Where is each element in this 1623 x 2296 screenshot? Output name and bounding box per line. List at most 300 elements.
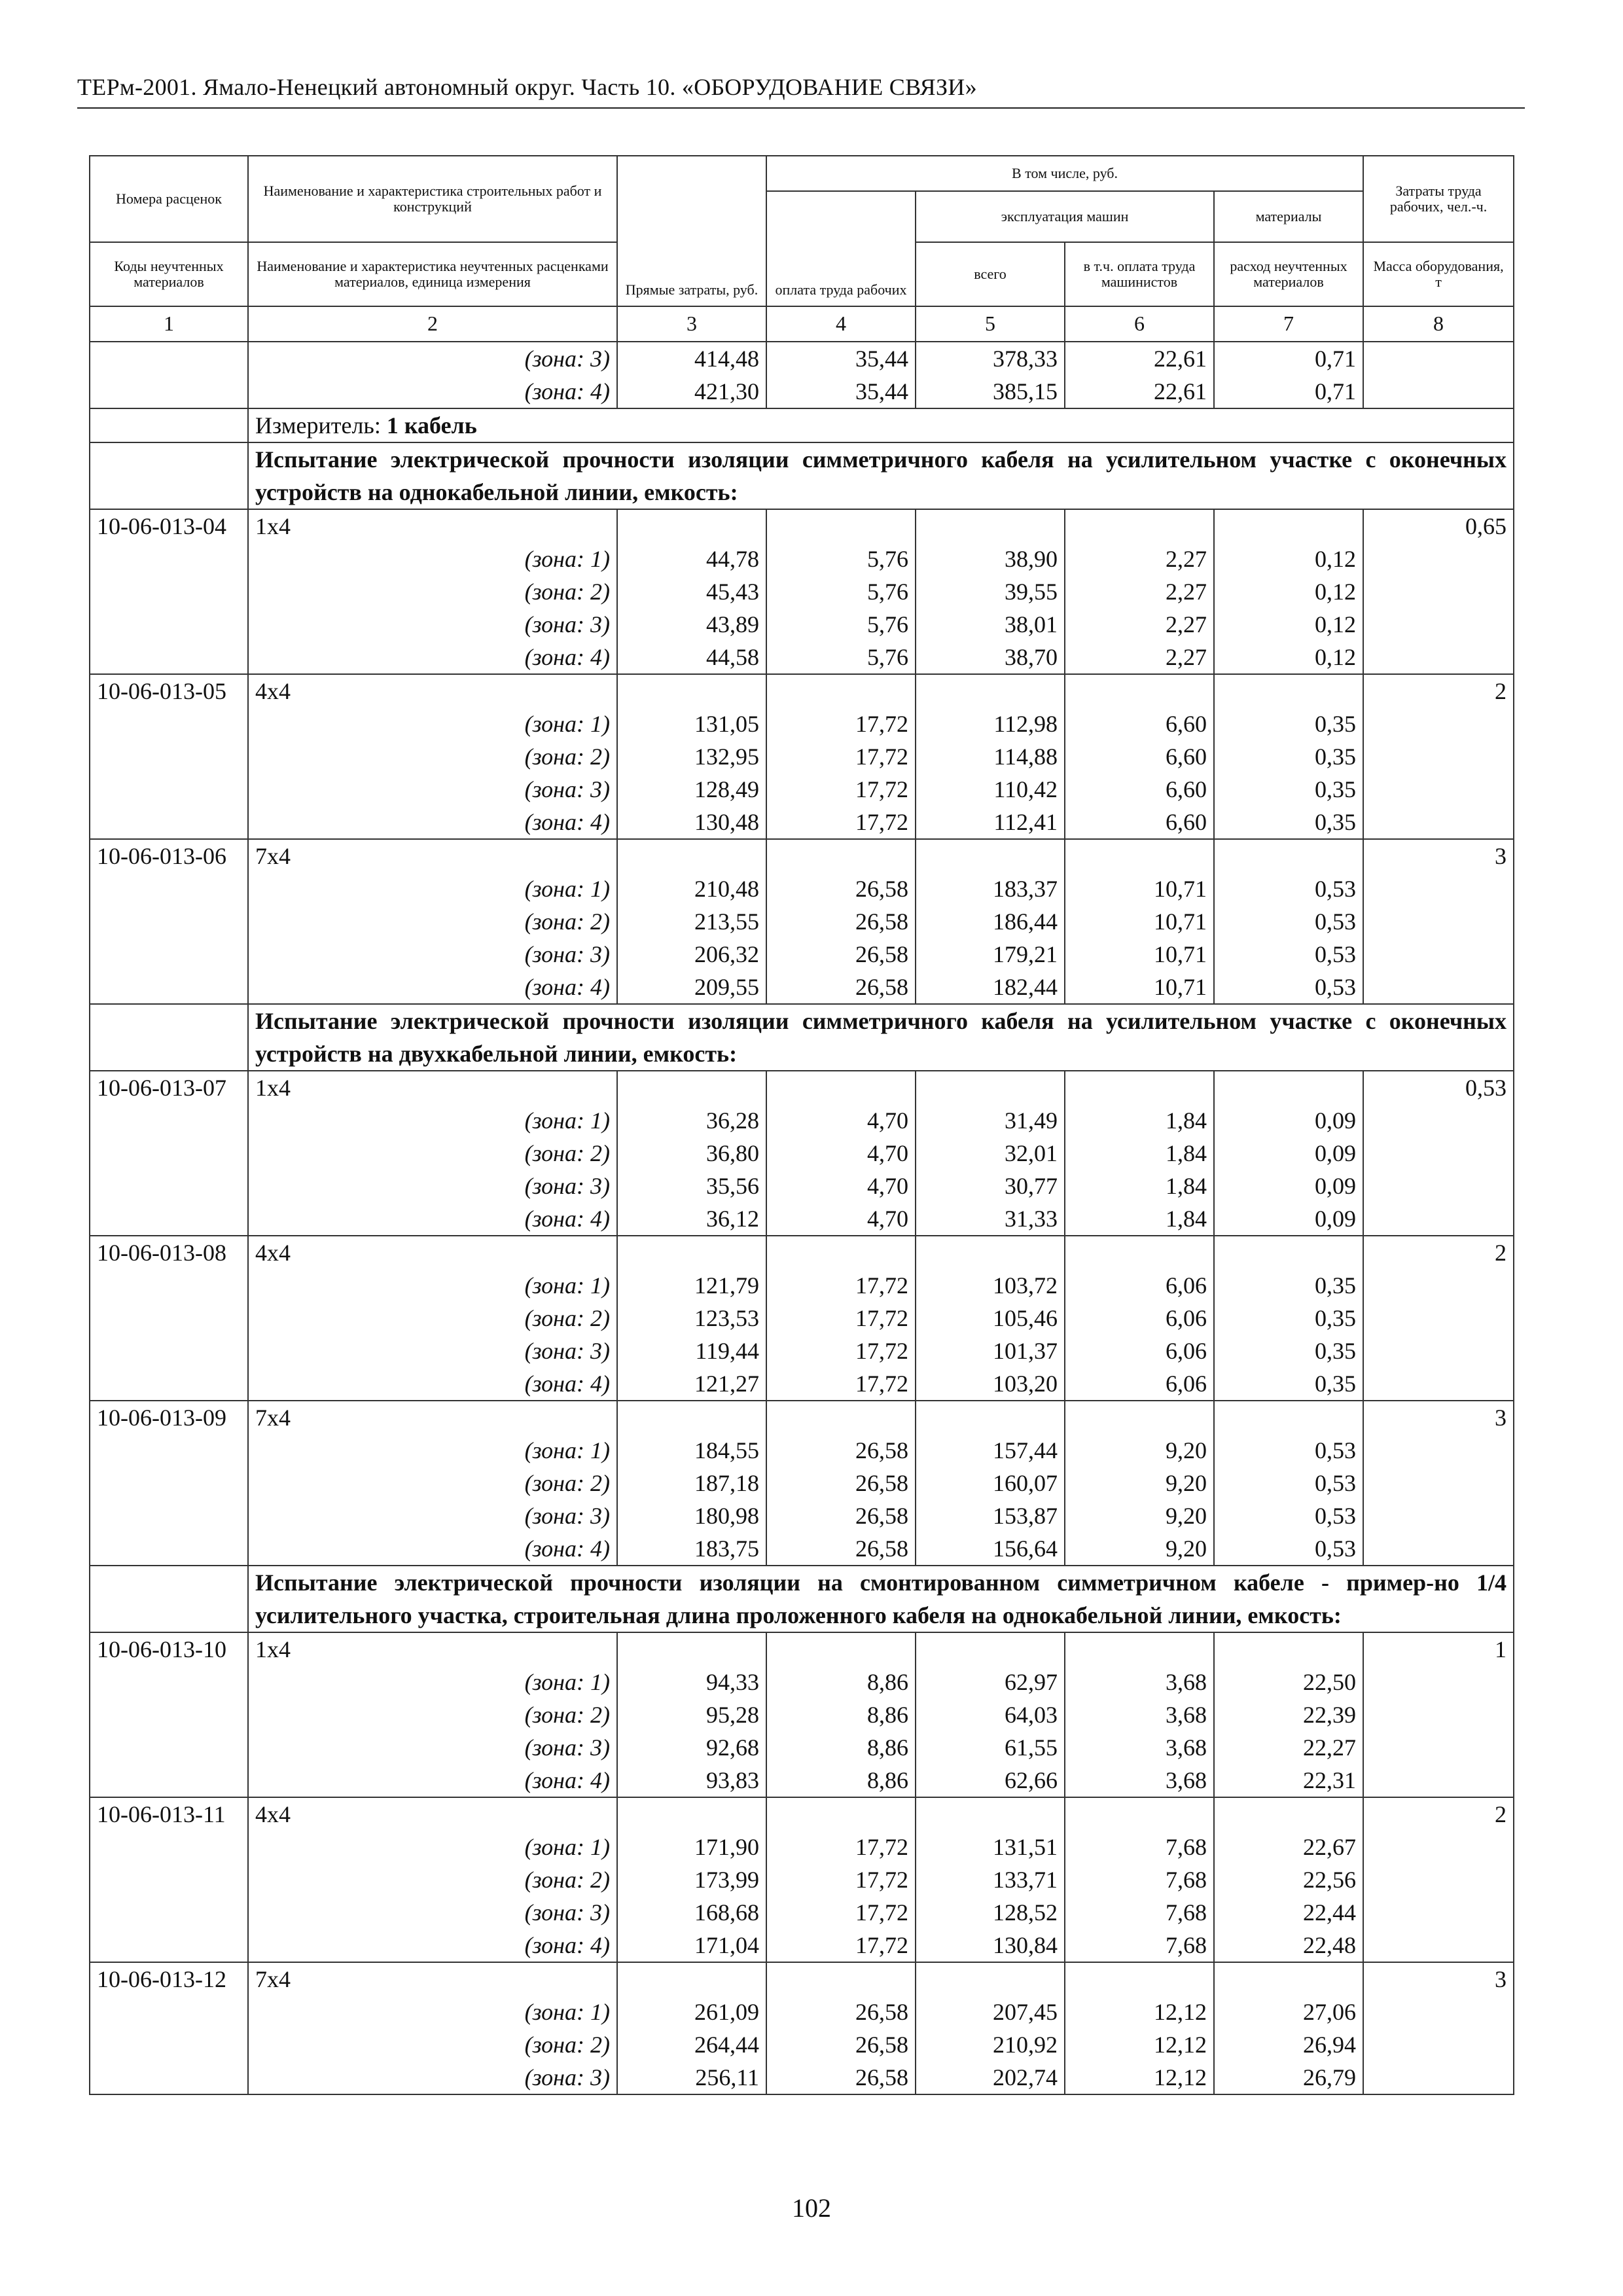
labor-cost-cell: 26,58 xyxy=(766,1467,916,1499)
machines-labor-cell: 1,84 xyxy=(1065,1202,1214,1236)
labor-cost-cell: 8,86 xyxy=(766,1731,916,1764)
code-cell xyxy=(90,1666,248,1698)
materials-cell: 22,67 xyxy=(1214,1831,1363,1863)
code-cell xyxy=(90,1499,248,1532)
zone-cell: (зона: 4) xyxy=(248,1367,617,1401)
zone-row xyxy=(90,342,1514,375)
direct-cost-cell: 168,68 xyxy=(617,1896,766,1929)
machines-labor-cell: 6,60 xyxy=(1065,773,1214,806)
code-cell xyxy=(90,740,248,773)
page-number: 102 xyxy=(792,2193,831,2223)
code-cell xyxy=(90,1269,248,1302)
machines-cost-cell: 112,98 xyxy=(916,708,1065,740)
machines-cost-cell: 133,71 xyxy=(916,1863,1065,1896)
code-cell xyxy=(90,408,248,442)
column-numbers-row xyxy=(90,306,1514,342)
empty-cell xyxy=(916,1071,1065,1104)
labor-cost-cell: 8,86 xyxy=(766,1666,916,1698)
item-row xyxy=(90,509,1514,543)
direct-cost-cell: 421,30 xyxy=(617,375,766,408)
machines-labor-cell: 22,61 xyxy=(1065,375,1214,408)
machines-labor-cell: 12,12 xyxy=(1065,1996,1214,2028)
materials-cell: 0,12 xyxy=(1214,641,1363,674)
zone-cell: (зона: 2) xyxy=(248,1137,617,1170)
direct-cost-cell: 171,04 xyxy=(617,1929,766,1962)
direct-cost-cell: 210,48 xyxy=(617,872,766,905)
col8-cell xyxy=(1363,971,1514,1004)
labor-hours-cell: 3 xyxy=(1363,839,1514,872)
col8-cell xyxy=(1363,938,1514,971)
zone-row xyxy=(90,641,1514,674)
labor-hours-cell: 2 xyxy=(1363,1236,1514,1269)
zone-row xyxy=(90,708,1514,740)
machines-labor-cell: 10,71 xyxy=(1065,905,1214,938)
zone-cell: (зона: 2) xyxy=(248,1302,617,1335)
empty-cell xyxy=(766,674,916,708)
labor-cost-cell: 17,72 xyxy=(766,1269,916,1302)
labor-cost-cell: 35,44 xyxy=(766,342,916,375)
direct-cost-cell: 131,05 xyxy=(617,708,766,740)
col-number: 4 xyxy=(766,306,916,342)
col1-header: Номера расценок xyxy=(90,156,248,242)
zone-row xyxy=(90,1831,1514,1863)
machines-cost-cell: 103,20 xyxy=(916,1367,1065,1401)
code-cell xyxy=(90,1731,248,1764)
machines-labor-cell: 9,20 xyxy=(1065,1434,1214,1467)
direct-cost-cell: 264,44 xyxy=(617,2028,766,2061)
machines-cost-cell: 130,84 xyxy=(916,1929,1065,1962)
zone-row xyxy=(90,1863,1514,1896)
materials-cell: 0,53 xyxy=(1214,938,1363,971)
zone-row xyxy=(90,543,1514,575)
machines-cost-cell: 202,74 xyxy=(916,2061,1065,2094)
materials-cell: 0,12 xyxy=(1214,543,1363,575)
machines-labor-cell: 3,68 xyxy=(1065,1731,1214,1764)
zone-cell: (зона: 3) xyxy=(248,2061,617,2094)
machines-labor-cell: 1,84 xyxy=(1065,1170,1214,1202)
machines-cost-cell: 112,41 xyxy=(916,806,1065,839)
machines-cost-cell: 39,55 xyxy=(916,575,1065,608)
zone-cell: (зона: 4) xyxy=(248,971,617,1004)
direct-cost-cell: 44,58 xyxy=(617,641,766,674)
materials-cell: 0,12 xyxy=(1214,575,1363,608)
item-row xyxy=(90,1071,1514,1104)
direct-cost-cell: 95,28 xyxy=(617,1698,766,1731)
machines-labor-cell: 12,12 xyxy=(1065,2028,1214,2061)
section-title-row xyxy=(90,1566,1514,1632)
direct-cost-cell: 43,89 xyxy=(617,608,766,641)
labor-cost-cell: 35,44 xyxy=(766,375,916,408)
section-title-row xyxy=(90,1004,1514,1071)
labor-cost-cell: 8,86 xyxy=(766,1698,916,1731)
machines-cost-cell: 160,07 xyxy=(916,1467,1065,1499)
col8-cell xyxy=(1363,1698,1514,1731)
zone-cell: (зона: 1) xyxy=(248,872,617,905)
empty-cell xyxy=(617,1962,766,1996)
machines-labor-cell: 7,68 xyxy=(1065,1831,1214,1863)
zone-row xyxy=(90,1335,1514,1367)
machines-labor-cell: 2,27 xyxy=(1065,641,1214,674)
zone-row xyxy=(90,1467,1514,1499)
materials-cell: 0,53 xyxy=(1214,905,1363,938)
direct-cost-cell: 130,48 xyxy=(617,806,766,839)
machines-cost-cell: 183,37 xyxy=(916,872,1065,905)
empty-cell xyxy=(1065,1962,1214,1996)
direct-cost-cell: 36,80 xyxy=(617,1137,766,1170)
machines-labor-cell: 7,68 xyxy=(1065,1929,1214,1962)
empty-cell xyxy=(1214,1071,1363,1104)
col8-cell xyxy=(1363,1104,1514,1137)
col-number: 7 xyxy=(1214,306,1363,342)
col-number: 8 xyxy=(1363,306,1514,342)
materials-cell: 22,39 xyxy=(1214,1698,1363,1731)
zone-row xyxy=(90,1996,1514,2028)
direct-cost-cell: 414,48 xyxy=(617,342,766,375)
materials-header: материалы xyxy=(1214,191,1363,242)
machines-cost-cell: 156,64 xyxy=(916,1532,1065,1566)
labor-header: оплата труда рабочих xyxy=(766,191,916,306)
col8-cell xyxy=(1363,1170,1514,1202)
code-cell xyxy=(90,1335,248,1367)
direct-cost-cell: 94,33 xyxy=(617,1666,766,1698)
direct-cost-cell: 35,56 xyxy=(617,1170,766,1202)
empty-cell xyxy=(1065,1632,1214,1666)
col8-cell xyxy=(1363,543,1514,575)
code-cell xyxy=(90,1170,248,1202)
direct-cost-cell: 44,78 xyxy=(617,543,766,575)
materials-cell: 22,48 xyxy=(1214,1929,1363,1962)
machines-cost-cell: 128,52 xyxy=(916,1896,1065,1929)
direct-cost-cell: 213,55 xyxy=(617,905,766,938)
empty-cell xyxy=(766,1236,916,1269)
zone-row xyxy=(90,375,1514,408)
labor-cost-cell: 17,72 xyxy=(766,708,916,740)
empty-cell xyxy=(617,1236,766,1269)
machines-labor-cell: 6,06 xyxy=(1065,1269,1214,1302)
col8-cell xyxy=(1363,1929,1514,1962)
code-cell xyxy=(90,1863,248,1896)
machines-cost-cell: 131,51 xyxy=(916,1831,1065,1863)
materials-cell: 27,06 xyxy=(1214,1996,1363,2028)
labor-cost-cell: 5,76 xyxy=(766,543,916,575)
code-cell xyxy=(90,1367,248,1401)
zone-row xyxy=(90,1202,1514,1236)
direct-cost-cell: 132,95 xyxy=(617,740,766,773)
labor-hours-cell: 3 xyxy=(1363,1401,1514,1434)
empty-cell xyxy=(766,1632,916,1666)
col8-cell xyxy=(1363,1731,1514,1764)
machines-labor-cell: 22,61 xyxy=(1065,342,1214,375)
code-cell xyxy=(90,905,248,938)
zone-row xyxy=(90,575,1514,608)
direct-cost-cell: 173,99 xyxy=(617,1863,766,1896)
col8-cell xyxy=(1363,740,1514,773)
col8-cell xyxy=(1363,1467,1514,1499)
machines-labor-cell: 6,60 xyxy=(1065,806,1214,839)
zone-row xyxy=(90,1698,1514,1731)
section-title-row xyxy=(90,442,1514,509)
col8-cell xyxy=(1363,708,1514,740)
direct-cost-cell: 171,90 xyxy=(617,1831,766,1863)
zone-cell: (зона: 3) xyxy=(248,1335,617,1367)
machines-cost-cell: 114,88 xyxy=(916,740,1065,773)
rate-code: 10-06-013-05 xyxy=(90,674,248,708)
item-row xyxy=(90,1632,1514,1666)
code-cell xyxy=(90,1467,248,1499)
empty-cell xyxy=(916,839,1065,872)
machines-labor-cell: 9,20 xyxy=(1065,1499,1214,1532)
zone-cell: (зона: 1) xyxy=(248,1104,617,1137)
item-name: 7х4 xyxy=(248,1401,617,1434)
empty-cell xyxy=(766,1797,916,1831)
labor-cost-cell: 26,58 xyxy=(766,905,916,938)
code-cell xyxy=(90,641,248,674)
item-name: 4х4 xyxy=(248,674,617,708)
col8-cell xyxy=(1363,1831,1514,1863)
zone-cell: (зона: 3) xyxy=(248,1499,617,1532)
code-cell xyxy=(90,543,248,575)
zone-cell: (зона: 2) xyxy=(248,905,617,938)
code-cell xyxy=(90,1202,248,1236)
code-cell xyxy=(90,1137,248,1170)
materials-cell: 0,09 xyxy=(1214,1170,1363,1202)
col8-cell xyxy=(1363,641,1514,674)
item-row xyxy=(90,674,1514,708)
labor-cost-cell: 4,70 xyxy=(766,1202,916,1236)
labor-cost-cell: 4,70 xyxy=(766,1137,916,1170)
labor-cost-cell: 5,76 xyxy=(766,641,916,674)
col8-cell xyxy=(1363,2028,1514,2061)
empty-cell xyxy=(617,1632,766,1666)
zone-cell: (зона: 4) xyxy=(248,641,617,674)
zone-cell: (зона: 2) xyxy=(248,1467,617,1499)
labor-cost-cell: 17,72 xyxy=(766,1831,916,1863)
zone-cell: (зона: 2) xyxy=(248,1698,617,1731)
zone-cell: (зона: 1) xyxy=(248,1269,617,1302)
labor-cost-cell: 26,58 xyxy=(766,1499,916,1532)
code-cell xyxy=(90,872,248,905)
zone-row xyxy=(90,608,1514,641)
rate-code: 10-06-013-08 xyxy=(90,1236,248,1269)
materials-cell: 26,94 xyxy=(1214,2028,1363,2061)
machines-cost-cell: 38,01 xyxy=(916,608,1065,641)
col8-cell xyxy=(1363,1499,1514,1532)
direct-cost-cell: 184,55 xyxy=(617,1434,766,1467)
direct-cost-cell: 187,18 xyxy=(617,1467,766,1499)
item-name: 1х4 xyxy=(248,1632,617,1666)
col-number: 1 xyxy=(90,306,248,342)
labor-cost-cell: 17,72 xyxy=(766,1302,916,1335)
direct-cost-cell: 92,68 xyxy=(617,1731,766,1764)
materials-cell: 22,50 xyxy=(1214,1666,1363,1698)
labor-hours-cell: 3 xyxy=(1363,1962,1514,1996)
zone-cell: (зона: 2) xyxy=(248,1863,617,1896)
zone-cell: (зона: 2) xyxy=(248,740,617,773)
labor-cost-cell: 17,72 xyxy=(766,1367,916,1401)
empty-cell xyxy=(1214,1236,1363,1269)
direct-cost-cell: 256,11 xyxy=(617,2061,766,2094)
rate-code: 10-06-013-10 xyxy=(90,1632,248,1666)
zone-cell: (зона: 1) xyxy=(248,1996,617,2028)
zone-row xyxy=(90,1269,1514,1302)
rate-code: 10-06-013-12 xyxy=(90,1962,248,1996)
price-table xyxy=(89,155,1514,2095)
machines-labor-cell: 3,68 xyxy=(1065,1764,1214,1797)
materials-sub-header: расход неучтенных материалов xyxy=(1214,242,1363,306)
machines-cost-cell: 31,33 xyxy=(916,1202,1065,1236)
zone-row xyxy=(90,938,1514,971)
zone-cell: (зона: 2) xyxy=(248,2028,617,2061)
empty-cell xyxy=(916,1401,1065,1434)
code-cell xyxy=(90,1698,248,1731)
empty-cell xyxy=(617,1401,766,1434)
empty-cell xyxy=(1214,839,1363,872)
empty-cell xyxy=(1065,1797,1214,1831)
code-cell xyxy=(90,1434,248,1467)
direct-cost-cell: 36,12 xyxy=(617,1202,766,1236)
zone-row xyxy=(90,740,1514,773)
item-row xyxy=(90,1962,1514,1996)
labor-cost-cell: 26,58 xyxy=(766,2028,916,2061)
labor-cost-cell: 26,58 xyxy=(766,1532,916,1566)
machines-labor-cell: 1,84 xyxy=(1065,1137,1214,1170)
measure-row xyxy=(90,408,1514,442)
machines-labor-cell: 10,71 xyxy=(1065,872,1214,905)
machines-cost-cell: 62,66 xyxy=(916,1764,1065,1797)
code-cell xyxy=(90,1831,248,1863)
labor-cost-cell: 26,58 xyxy=(766,1996,916,2028)
zone-cell: (зона: 3) xyxy=(248,1896,617,1929)
empty-cell xyxy=(766,1962,916,1996)
col2-header: Наименование и характеристика строительных работ и конструкций xyxy=(248,156,617,242)
machines-labor-cell: 12,12 xyxy=(1065,2061,1214,2094)
code-cell xyxy=(90,2061,248,2094)
code-cell xyxy=(90,1896,248,1929)
materials-cell: 0,35 xyxy=(1214,1302,1363,1335)
rate-code: 10-06-013-04 xyxy=(90,509,248,543)
machines-cost-cell: 378,33 xyxy=(916,342,1065,375)
machines-cost-cell: 186,44 xyxy=(916,905,1065,938)
direct-cost-cell: 36,28 xyxy=(617,1104,766,1137)
empty-cell xyxy=(1214,1401,1363,1434)
labor-cost-cell: 26,58 xyxy=(766,2061,916,2094)
code-cell xyxy=(90,375,248,408)
labor-cost-cell: 8,86 xyxy=(766,1764,916,1797)
labor-cost-cell: 17,72 xyxy=(766,806,916,839)
col8-cell xyxy=(1363,1996,1514,2028)
col8-cell xyxy=(1363,1863,1514,1896)
materials-cell: 0,09 xyxy=(1214,1104,1363,1137)
col-number: 5 xyxy=(916,306,1065,342)
empty-cell xyxy=(1214,1962,1363,1996)
zone-cell: (зона: 3) xyxy=(248,342,617,375)
materials-cell: 22,44 xyxy=(1214,1896,1363,1929)
labor-cost-cell: 26,58 xyxy=(766,971,916,1004)
materials-cell: 22,56 xyxy=(1214,1863,1363,1896)
direct-cost-cell: 123,53 xyxy=(617,1302,766,1335)
col8-cell xyxy=(1363,905,1514,938)
zone-row xyxy=(90,1731,1514,1764)
measure-cell xyxy=(248,408,1514,442)
machines-cost-cell: 103,72 xyxy=(916,1269,1065,1302)
machines-cost-cell: 207,45 xyxy=(916,1996,1065,2028)
zone-row xyxy=(90,1764,1514,1797)
zone-row xyxy=(90,1896,1514,1929)
machines-labor-cell: 1,84 xyxy=(1065,1104,1214,1137)
materials-cell: 0,09 xyxy=(1214,1202,1363,1236)
col8-header: Затраты труда рабочих, чел.-ч. xyxy=(1363,156,1514,242)
zone-cell: (зона: 4) xyxy=(248,1532,617,1566)
direct-cost-cell: 45,43 xyxy=(617,575,766,608)
empty-cell xyxy=(766,1071,916,1104)
code-cell xyxy=(90,1764,248,1797)
col8-cell xyxy=(1363,872,1514,905)
code-cell xyxy=(90,938,248,971)
zone-cell: (зона: 1) xyxy=(248,1434,617,1467)
machines-labor-cell: 7,68 xyxy=(1065,1863,1214,1896)
materials-cell: 0,71 xyxy=(1214,375,1363,408)
empty-cell xyxy=(617,674,766,708)
empty-cell xyxy=(1065,509,1214,543)
incl-header: В том числе, руб. xyxy=(766,156,1363,191)
labor-hours-cell: 1 xyxy=(1363,1632,1514,1666)
direct-cost-cell: 121,27 xyxy=(617,1367,766,1401)
col8-cell xyxy=(1363,575,1514,608)
direct-cost-cell: 183,75 xyxy=(617,1532,766,1566)
zone-row xyxy=(90,1367,1514,1401)
machines-cost-cell: 182,44 xyxy=(916,971,1065,1004)
labor-cost-cell: 5,76 xyxy=(766,575,916,608)
code-cell xyxy=(90,708,248,740)
direct-cost-cell: 180,98 xyxy=(617,1499,766,1532)
zone-row xyxy=(90,2061,1514,2094)
col8-cell xyxy=(1363,608,1514,641)
item-row xyxy=(90,1236,1514,1269)
labor-cost-cell: 17,72 xyxy=(766,1335,916,1367)
machines-labor-cell: 6,06 xyxy=(1065,1367,1214,1401)
materials-cell: 0,35 xyxy=(1214,1367,1363,1401)
item-name: 7х4 xyxy=(248,839,617,872)
materials-cell: 0,35 xyxy=(1214,1335,1363,1367)
machines-cost-cell: 153,87 xyxy=(916,1499,1065,1532)
empty-cell xyxy=(1065,839,1214,872)
empty-cell xyxy=(916,1797,1065,1831)
labor-cost-cell: 17,72 xyxy=(766,740,916,773)
labor-cost-cell: 17,72 xyxy=(766,773,916,806)
direct-cost-cell: 93,83 xyxy=(617,1764,766,1797)
materials-cell: 0,53 xyxy=(1214,1532,1363,1566)
code-cell xyxy=(90,2028,248,2061)
col8-cell xyxy=(1363,1666,1514,1698)
direct-cost-cell: 128,49 xyxy=(617,773,766,806)
materials-cell: 0,53 xyxy=(1214,1434,1363,1467)
zone-cell: (зона: 3) xyxy=(248,1731,617,1764)
item-row xyxy=(90,839,1514,872)
empty-cell xyxy=(916,509,1065,543)
zone-cell: (зона: 3) xyxy=(248,938,617,971)
zone-row xyxy=(90,1170,1514,1202)
zone-cell: (зона: 4) xyxy=(248,1929,617,1962)
direct-cost-cell: 119,44 xyxy=(617,1335,766,1367)
zone-cell: (зона: 1) xyxy=(248,1666,617,1698)
machines-labor-cell: 9,20 xyxy=(1065,1532,1214,1566)
zone-row xyxy=(90,1929,1514,1962)
materials-cell: 0,35 xyxy=(1214,708,1363,740)
section-title: Испытание электрической прочности изоляции симметричного кабеля на усилительном участке с оконечных устройств на двухкабельной линии, емкость: xyxy=(248,1004,1514,1071)
zone-cell: (зона: 3) xyxy=(248,1170,617,1202)
materials-cell: 22,31 xyxy=(1214,1764,1363,1797)
code-cell xyxy=(90,971,248,1004)
